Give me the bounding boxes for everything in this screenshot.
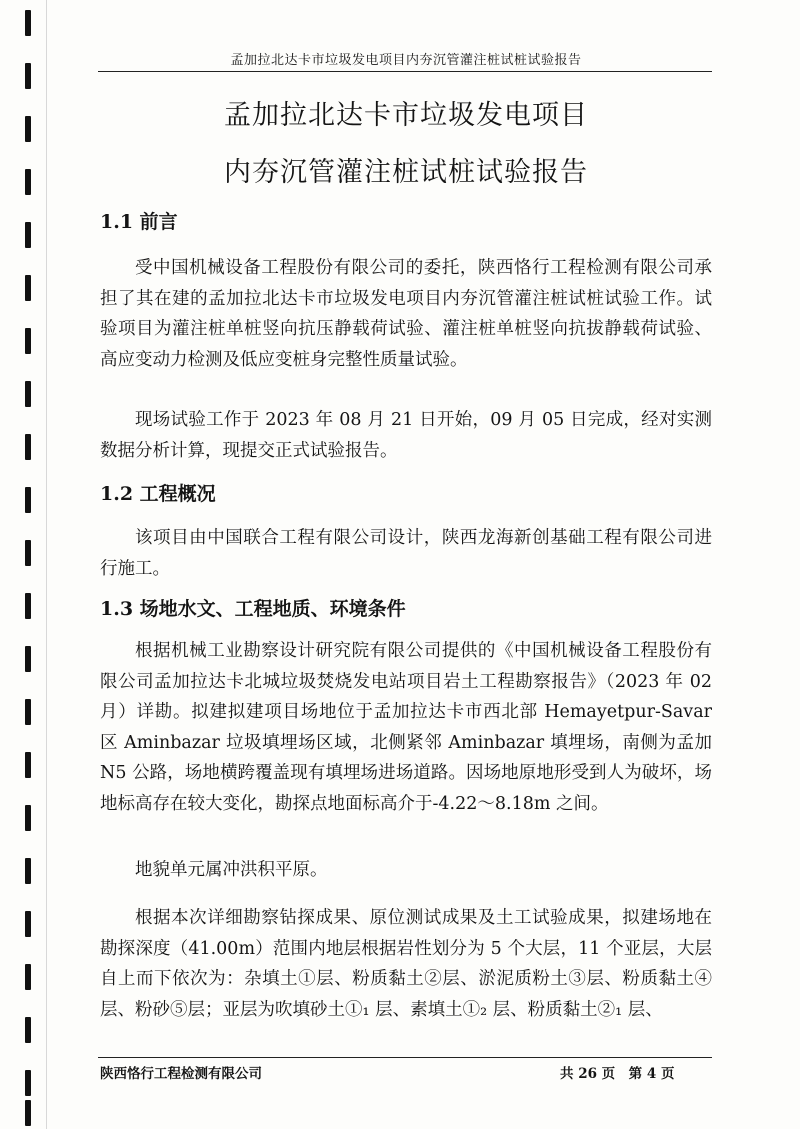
binding-hole [25,805,31,831]
paragraph-preface-2: 现场试验工作于 2023 年 08 月 21 日开始，09 月 05 日完成，经对实测数据分析计算，现提交正式试验报告。 [100,410,712,461]
binding-hole [25,911,31,937]
running-header: 孟加拉北达卡市垃圾发电项目内夯沉管灌注桩试桩试验报告 [230,53,582,68]
binding-hole [25,381,31,407]
binding-hole [25,487,31,513]
page-edge-line [46,0,47,1129]
paragraph-site-2: 地貌单元属冲洪积平原。 [135,860,328,880]
binding-hole [25,434,31,460]
binding-hole [25,540,31,566]
paragraph-preface-1: 受中国机械设备工程股份有限公司的委托，陕西恪行工程检测有限公司承担了其在建的孟加拉北达卡市垃圾发电项目内夯沉管灌注桩试桩试验工作。试验项目为灌注桩单桩竖向抗压静载荷试验、灌注桩单桩竖向抗拔静载荷试验、高应变动力检测及低应变桩身完整性质量试验。 [100,258,712,370]
binding-hole [25,964,31,990]
footer-rule [98,1057,712,1058]
binding-hole [25,1017,31,1043]
binding-hole [25,116,31,142]
binding-hole [25,328,31,354]
binding-holes [0,0,60,1129]
footer-page-info: 共 26 页 第 4 页 [560,1066,675,1082]
binding-hole [25,1070,31,1096]
paragraph-overview-1: 该项目由中国联合工程有限公司设计，陕西龙海新创基础工程有限公司进行施工。 [100,528,712,579]
binding-hole [25,222,31,248]
report-title-line-1: 孟加拉北达卡市垃圾发电项目 [224,100,588,131]
binding-hole [25,699,31,725]
binding-hole [25,752,31,778]
footer-company: 陕西恪行工程检测有限公司 [100,1066,262,1082]
paragraph-site-3: 根据本次详细勘察钻探成果、原位测试成果及土工试验成果，拟建场地在勘探深度（41.00m）范围内地层根据岩性划分为 5 个大层，11 个亚层，大层自上而下依次为：杂填土①层、粉质黏土②层、淤泥质粉土③层、粉质黏土④层、粉砂⑤层；亚层为吹填砂土①₁ 层、素填土①₂ 层、粉质黏土②₁ 层、 [100,908,712,1020]
binding-hole [25,275,31,301]
section-heading-overview: 1.2 工程概况 [100,483,216,505]
binding-hole [25,1100,31,1126]
header-rule [98,71,712,72]
binding-hole [25,63,31,89]
paragraph-site-1: 根据机械工业勘察设计研究院有限公司提供的《中国机械设备工程股份有限公司孟加拉达卡北城垃圾焚烧发电站项目岩土工程勘察报告》（2023 年 02 月）详勘。拟建拟建项目场地位于孟加拉达卡市西北部 Hemayetpur-Savar 区 Aminbazar 垃圾填埋场区域，北侧紧邻 Aminbazar 填埋场，南侧为孟加 N5 公路，场地横跨覆盖现有填埋场进场道路。因场地原地形受到人为破坏，场地标高存在较大变化，勘探点地面标高介于-4.22～8.18m 之间。 [100,641,712,814]
binding-hole [25,858,31,884]
binding-hole [25,646,31,672]
section-heading-preface: 1.1 前言 [100,211,178,233]
binding-hole [25,10,31,36]
report-title-line-2: 内夯沉管灌注桩试桩试验报告 [224,157,588,188]
section-heading-site-conditions: 1.3 场地水文、工程地质、环境条件 [100,598,406,620]
binding-hole [25,593,31,619]
binding-hole [25,169,31,195]
